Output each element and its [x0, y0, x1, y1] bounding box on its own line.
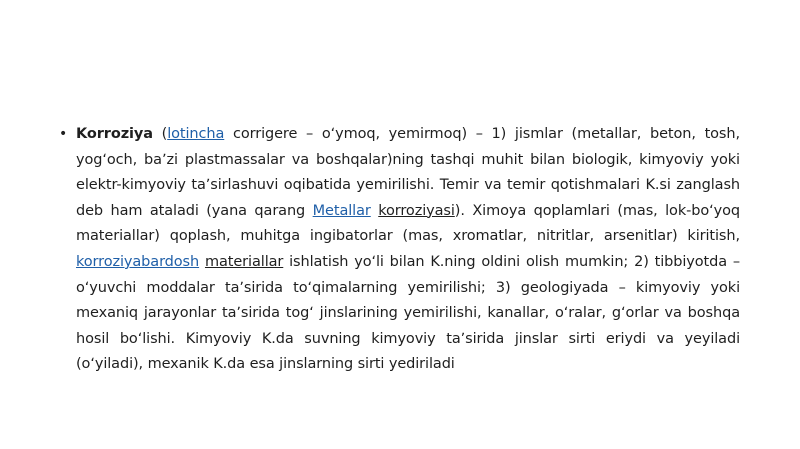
text-open-paren: ( [152, 126, 168, 142]
text-definition-part-3: ishlatish yoʻli bilan K.ning oldini olish mumkin; 2) tibbiyotda – oʻyuvchi moddalar taʼsirida toʻqimalarning yemirilishi; 3) geologiyada – kimyoviy yoki mexaniq jarayonlar taʼsirida togʻ jinslarining yemirilishi, kanallar, oʻralar, gʻorlar va boshqa hosil boʻlishi. Kimyoviy K.da suvning kimyoviy taʼsirida jinslar sirti eriydi va yeyiladi (oʻyiladi), mexanik K.da esa jinslarning sirti yediriladi [76, 253, 740, 373]
bullet-mark: • [59, 126, 68, 142]
link-korroziyabardosh[interactable]: korroziyabardosh [76, 253, 200, 270]
text-definition-part-2: ). Ximoya qoplamlari (mas, lok-boʻyoq materiallar) qoplash, muhitga ingibatorlar (mas, xromatlar, nitritlar, arsenitlar) kiritish, [76, 202, 741, 245]
link-korroziyasi[interactable]: korroziyasi [378, 202, 455, 219]
link-metallar[interactable]: Metallar [312, 202, 371, 219]
bullet-item-korroziya [56, 122, 740, 378]
link-lotincha[interactable]: lotincha [167, 126, 225, 142]
text-definition-part-1: corrigere – oʻymoq, yemirmoq) – 1) jismlar (metallar, beton, tosh, yogʻoch, baʼzi plastmassalar va boshqalar)ning tashqi muhit bilan biologik, kimyoviy yoki elektr-kimyoviy taʼsirlashuvi oqibatida yemirilishi. Temir va temir qotishmalari K.si zanglash deb ham ataladi (yana qarang [76, 126, 740, 219]
term-korroziya: Korroziya [76, 126, 153, 142]
link-materiallar[interactable]: materiallar [204, 253, 284, 270]
bullet-list [56, 122, 740, 378]
